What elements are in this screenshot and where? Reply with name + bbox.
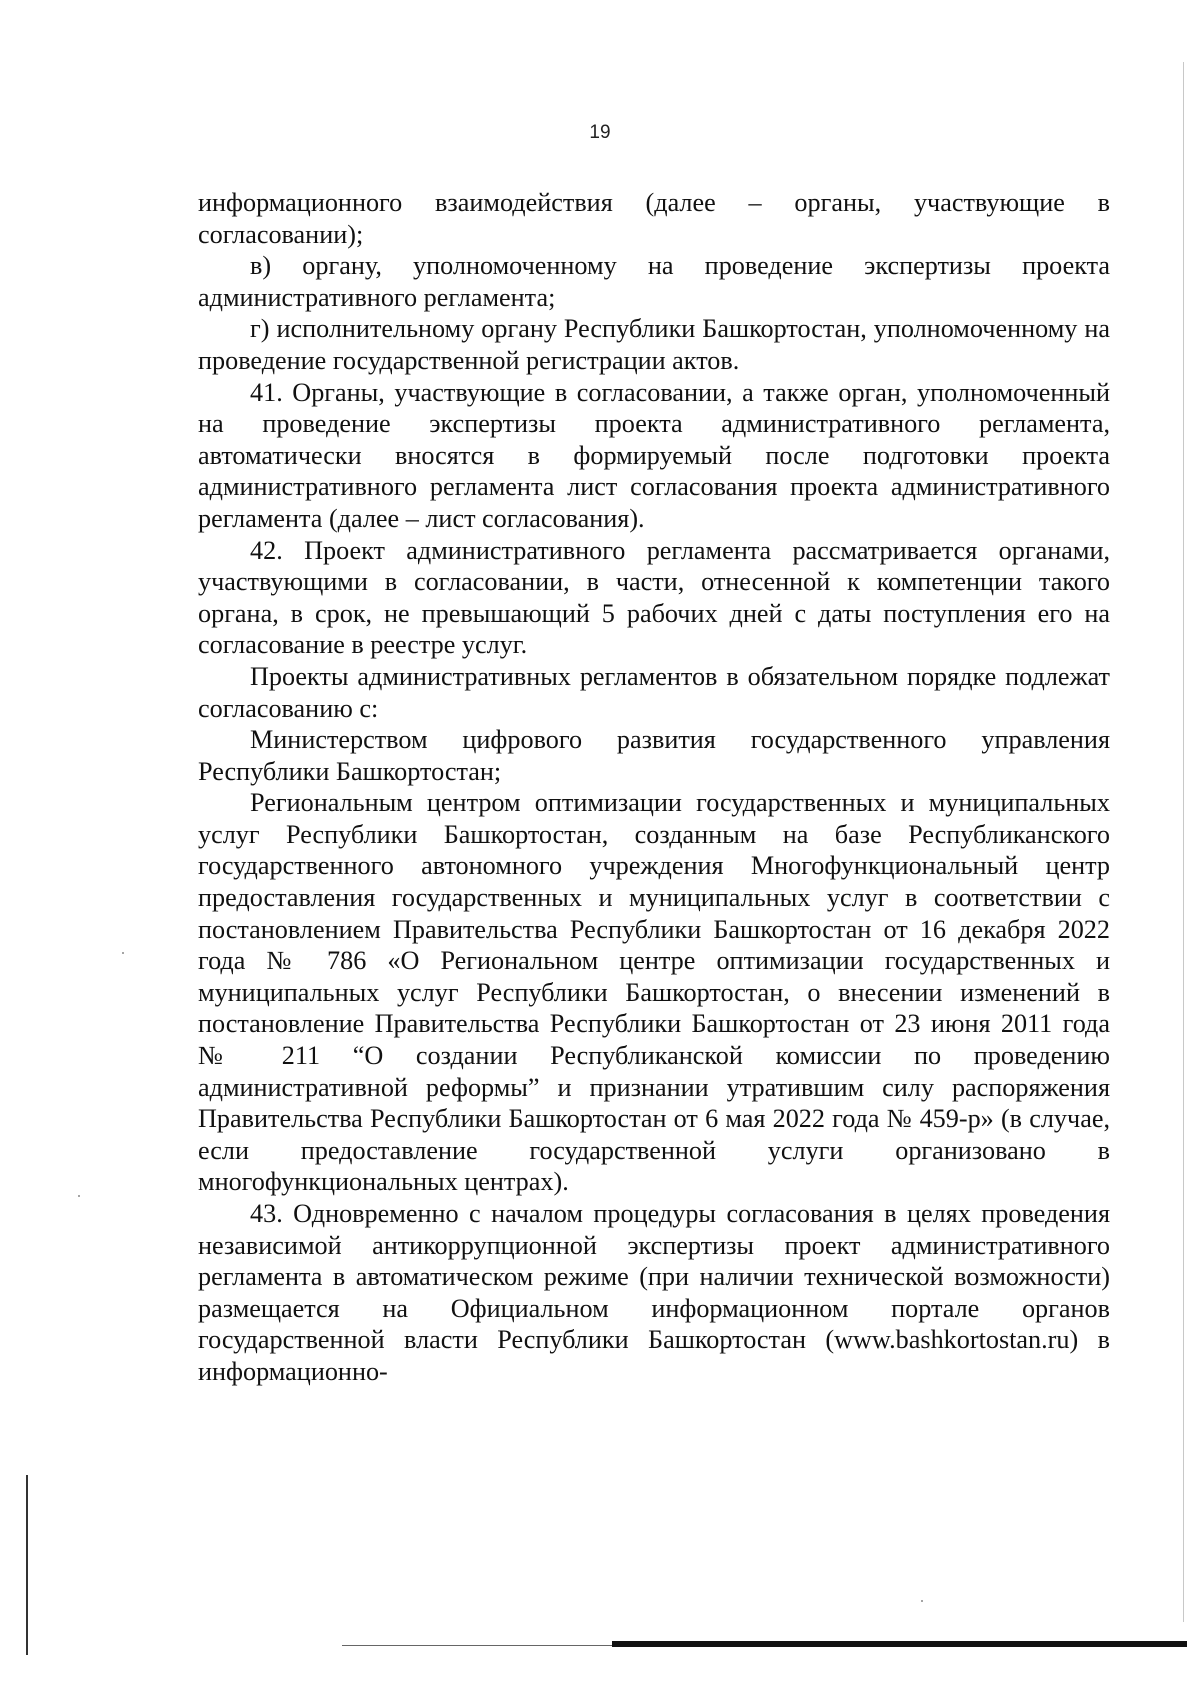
scan-bottom-line	[342, 1645, 612, 1646]
paragraph-regional-center: Региональным центром оптимизации государственных и муниципальных услуг Республики Башкортостан, созданным на базе Республиканского государственного автономного учреждения Многофункциональный центр предоставления государственных и муниципальных услуг в соответствии с постановлением Правительства Республики Башкортостан от 16 декабря 2022 года № 786 «О Региональном центре оптимизации государственных и муниципальных услуг Республики Башкортостан, о внесении изменений в постановление Правительства Республики Башкортостан от 23 июня 2011 года № 211 “О создании Республиканской комиссии по проведению административной реформы” и признании утратившим силу распоряжения Правительства Республики Башкортостан от 6 мая 2022 года № 459-р» (в случае, если предоставление государственной услуги организовано в многофункциональных центрах).	[198, 788, 1110, 1197]
paragraph-42: 42. Проект административного регламента рассматривается органами, участвующими в согласовании, в части, отнесенной к компетенции такого органа, в срок, не превышающий 5 рабочих дней с даты поступления его на согласование в реестре услуг.	[198, 535, 1110, 660]
paragraph-43: 43. Одновременно с началом процедуры согласования в целях проведения независимой антикоррупционной экспертизы проект административного регламента в автоматическом режиме (при наличии технической возможности) размещается на Официальном информационном портале органов государственной власти Республики Башкортостан (www.bashkortostan.ru) в информационно-	[198, 1199, 1110, 1386]
scan-speck	[78, 1195, 80, 1197]
document-body	[198, 187, 1110, 1388]
page-number: 19	[589, 122, 611, 143]
paragraph-item-v: в) органу, уполномоченному на проведение экспертизы проекта административного регламента;	[198, 251, 1110, 312]
scan-bottom-bar	[612, 1641, 1187, 1647]
paragraph-continuation: информационного взаимодействия (далее – органы, участвующие в согласовании);	[198, 188, 1110, 249]
scan-speck	[921, 1600, 923, 1602]
scan-edge-left	[26, 1475, 28, 1655]
scan-speck	[122, 952, 124, 954]
paragraph-ministry: Министерством цифрового развития государственного управления Республики Башкортостан;	[198, 725, 1110, 786]
paragraph-item-g: г) исполнительному органу Республики Башкортостан, уполномоченному на проведение государственной регистрации актов.	[198, 314, 1110, 375]
paragraph-41: 41. Органы, участвующие в согласовании, а также орган, уполномоченный на проведение экспертизы проекта административного регламента, автоматически вносятся в формируемый после подготовки проекта административного регламента лист согласования проекта административного регламента (далее – лист согласования).	[198, 377, 1110, 533]
scan-edge-right	[1183, 62, 1184, 1622]
paragraph-mandatory-approval: Проекты административных регламентов в обязательном порядке подлежат согласованию с:	[198, 661, 1110, 723]
